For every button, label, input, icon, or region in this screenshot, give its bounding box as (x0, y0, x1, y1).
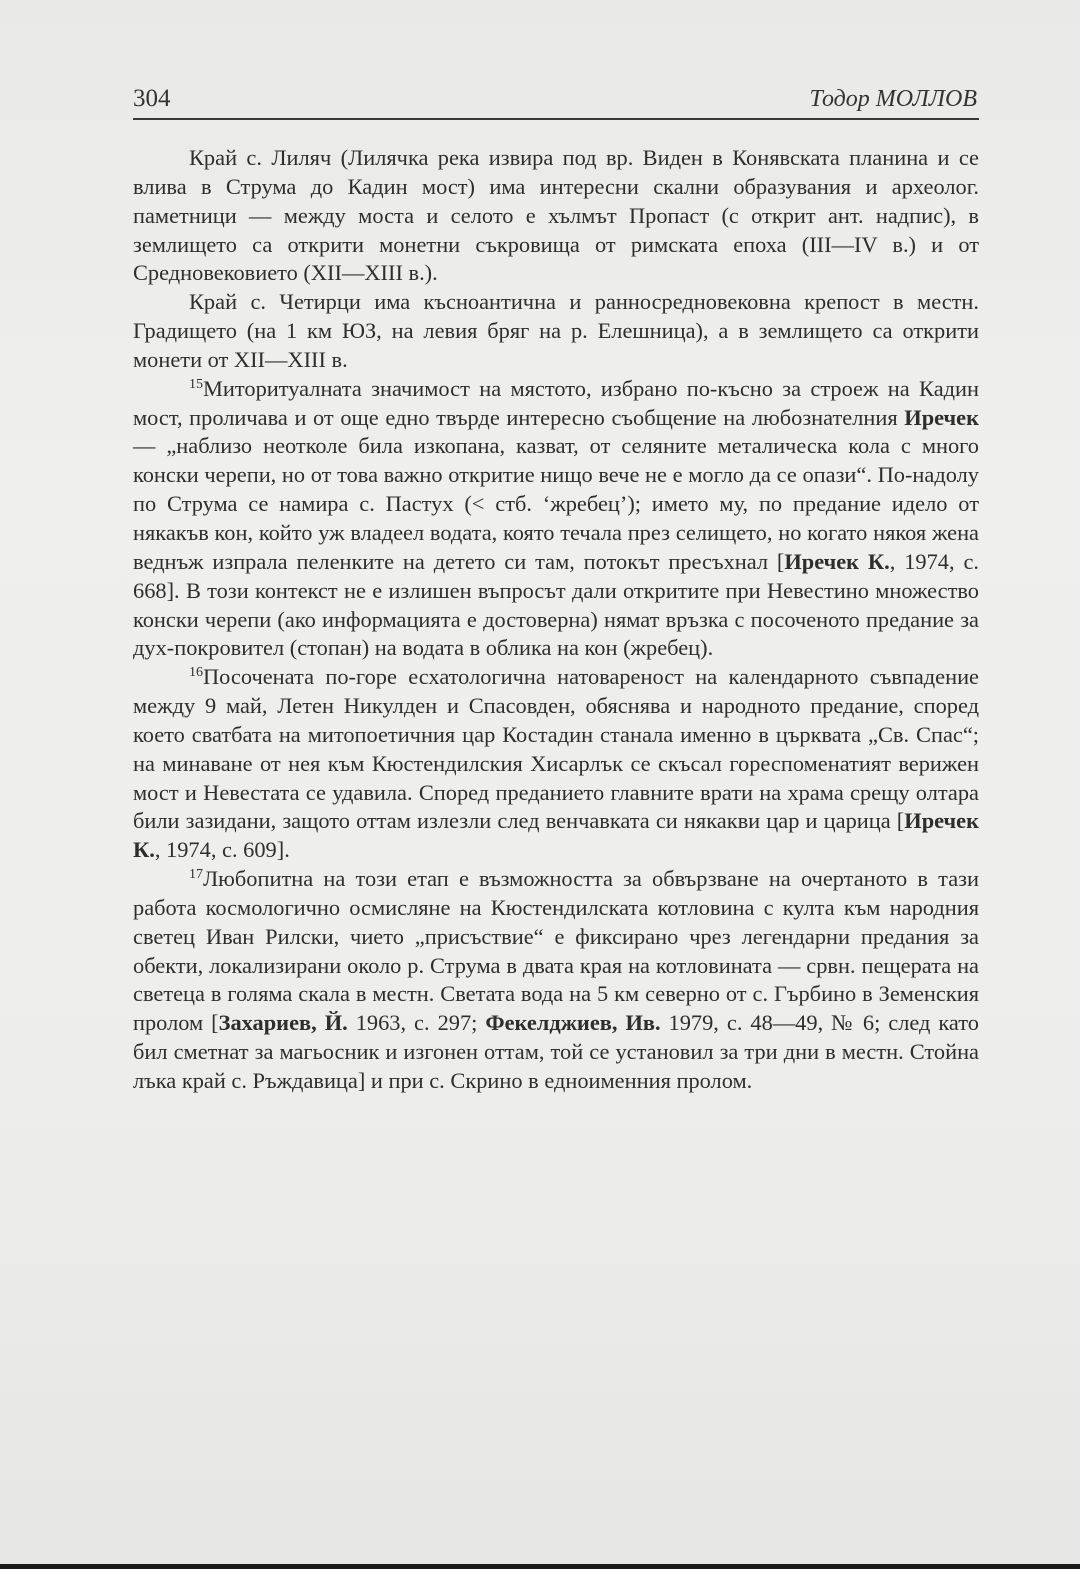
page-number: 304 (133, 85, 171, 112)
scan-edge-divider (0, 1564, 1080, 1569)
text-segment: Край с. Четирци има къснoантична и ранносредновековна крепост в местн. Градището (на 1 км ЮЗ, на левия бряг на р. Елешница), а в землището са открити монети от XII—XIII в. (133, 289, 979, 372)
author-reference: Фекелджиев, Ив. (485, 1010, 661, 1036)
page-header (133, 84, 979, 120)
footnote-paragraph (133, 663, 979, 865)
paragraph (133, 144, 979, 288)
author-reference: Иречек (904, 404, 979, 430)
text-segment: Край с. Лиляч (Лилячка река извира под вр. Виден в Конявската планина и се влива в Струма до Кадин мост) има интересни скални образувания и археолог. паметници — между моста и селото е хълмът Пропаст (с открит ант. надпис), в землището са открити монетни съкровища от римската епоха (III—IV в.) и от Средновековието (XII—XIII в.). (133, 145, 979, 286)
paragraph (133, 288, 979, 375)
text-segment: Посочената по-горе есхатологична натовареност на календарното съвпадение между 9 май, Летен Никулден и Спасовден, обяснява и народното предание, според което сватбата на митопоетичния цар Костадин станала именно в църквата „Св. Спас“; на минаване от нея към Кюстендилския Хисарлък се скъсал гореспоменатият верижен мост и Невестата се удавила. Според преданието главните врати на храма срещу олтара били зазидани, защото оттам излезли след венчавката си някакви цар и царица [ (133, 664, 979, 834)
footnote-paragraph (133, 865, 979, 1096)
body-text (133, 144, 979, 1096)
text-segment: , 1974, с. 609]. (154, 837, 290, 863)
text-segment: , 1974, с. 668]. В този контекст не е излишен въпросът дали откритите при Невестино множество конски черепи (ако информацията е достоверна) нямат връзка с посоченото предание за дух-покровител (стопан) на водата в облика на кон (жребец). (133, 548, 979, 661)
footnote-paragraph (133, 375, 979, 663)
running-head: Тодор МОЛЛОВ (809, 86, 977, 112)
text-segment: — „наблизо неотколе била изкопана, казват, от селяните металическа кола с много конски черепи, но от това важно откритие нищо вече не е могло да се опази“. По-надолу по Струма се намира с. Пастух (< стб. ‘жребец’); името му, по предание идело от някакъв кон, който уж владеел водата, която течала през селището, но когато някоя жена веднъж изпрала пеленките на детето си там, потокът пресъхнал [ (133, 433, 979, 574)
text-segment: 1963, с. 297; (347, 1010, 486, 1036)
footnote-marker: 16 (189, 665, 203, 681)
text-segment: Миторитуалната значимост на мястото, избрано по-късно за строеж на Кадин мост, проличава и от още едно твърде интересно съобщение на любознателния (133, 375, 979, 430)
text-segment: 1979, с. 48—49, № 6; след като бил сметнат за магьосник и изгонен оттам, той се установил за три дни в местн. Стойна лъка край с. Ръждавица] и при с. Скрино в едноименния пролом. (133, 1010, 979, 1093)
text-segment: Любопитна на този етап е възможността за обвързване на очертаното в тази работа космологично осмисляне на Кюстендилската котловина с култа към народния светец Иван Рилски, чието „присъствие“ е фиксирано чрез легендарни предания за обекти, локализирани около р. Струма в двата края на котловината — срвн. пещерата на светеца в голяма скала в местн. Светата вода на 5 км северно от с. Гърбино в Земенския пролом [ (133, 866, 979, 1036)
author-reference: Иречек К. (133, 808, 979, 863)
author-reference: Захариев, Й. (218, 1010, 348, 1036)
footnote-marker: 17 (189, 867, 203, 883)
footnote-marker: 15 (189, 376, 203, 392)
author-reference: Иречек К. (784, 548, 890, 574)
